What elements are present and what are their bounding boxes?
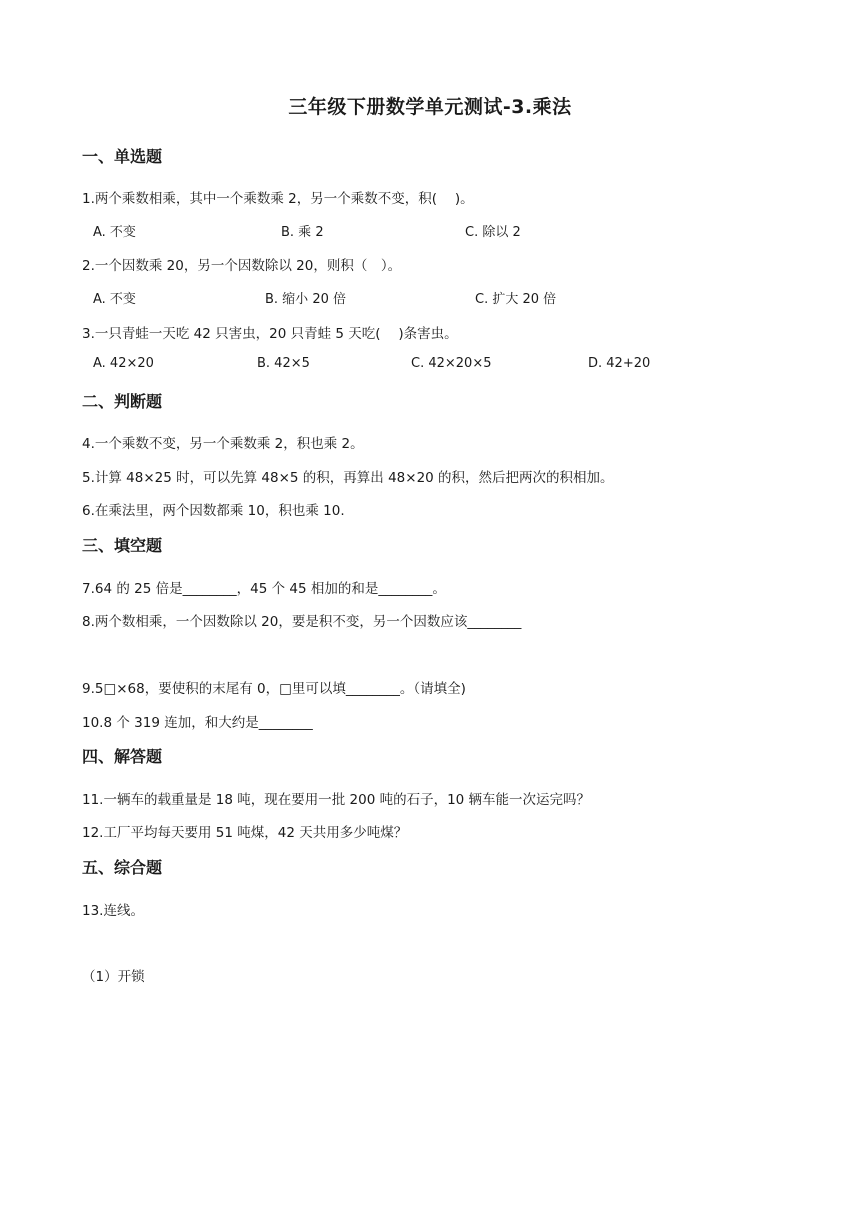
question-2: 2.一个因数乘 20，另一个因数除以 20，则积（ ）。 <box>82 258 402 274</box>
q3-option-d: D. 42+20 <box>588 356 651 371</box>
section-heading-comprehensive: 五、综合题 <box>82 858 163 877</box>
q3-option-a: A. 42×20 <box>93 356 154 371</box>
q3-option-c: C. 42×20×5 <box>411 356 492 371</box>
q1-option-b: B. 乘 2 <box>281 225 324 240</box>
section-heading-word-problems: 四、解答题 <box>82 747 163 766</box>
question-7: 7.64 的 25 倍是________，45 个 45 相加的和是________。 <box>82 581 446 597</box>
question-9: 9.5□×68，要使积的末尾有 0，□里可以填________。（请填全) <box>82 681 466 697</box>
question-3: 3.一只青蛙一天吃 42 只害虫，20 只青蛙 5 天吃( )条害虫。 <box>82 326 458 342</box>
q1-option-a: A. 不变 <box>93 225 136 240</box>
question-1: 1.两个乘数相乘，其中一个乘数乘 2，另一个乘数不变，积( )。 <box>82 191 474 207</box>
section-heading-single-choice: 一、单选题 <box>82 147 163 166</box>
question-13-part-1: （1）开锁 <box>82 969 145 985</box>
question-13: 13.连线。 <box>82 903 144 919</box>
q2-option-a: A. 不变 <box>93 292 136 307</box>
q1-option-c: C. 除以 2 <box>465 225 521 240</box>
question-12: 12.工厂平均每天要用 51 吨煤，42 天共用多少吨煤？ <box>82 825 408 841</box>
question-4: 4.一个乘数不变，另一个乘数乘 2，积也乘 2。 <box>82 436 364 452</box>
page-title: 三年级下册数学单元测试-3.乘法 <box>288 96 572 118</box>
question-5: 5.计算 48×25 时，可以先算 48×5 的积，再算出 48×20 的积，然后把两次的积相加。 <box>82 470 614 486</box>
question-10: 10.8 个 319 连加，和大约是________ <box>82 715 313 731</box>
section-heading-fill-blank: 三、填空题 <box>82 536 163 555</box>
q3-option-b: B. 42×5 <box>257 356 310 371</box>
question-11: 11.一辆车的载重量是 18 吨，现在要用一批 200 吨的石子，10 辆车能一次运完吗？ <box>82 792 591 808</box>
question-6: 6.在乘法里，两个因数都乘 10，积也乘 10. <box>82 503 345 519</box>
q2-option-b: B. 缩小 20 倍 <box>265 292 346 307</box>
question-8: 8.两个数相乘，一个因数除以 20，要是积不变，另一个因数应该________ <box>82 614 522 630</box>
q2-option-c: C. 扩大 20 倍 <box>475 292 557 307</box>
section-heading-true-false: 二、判断题 <box>82 392 163 411</box>
